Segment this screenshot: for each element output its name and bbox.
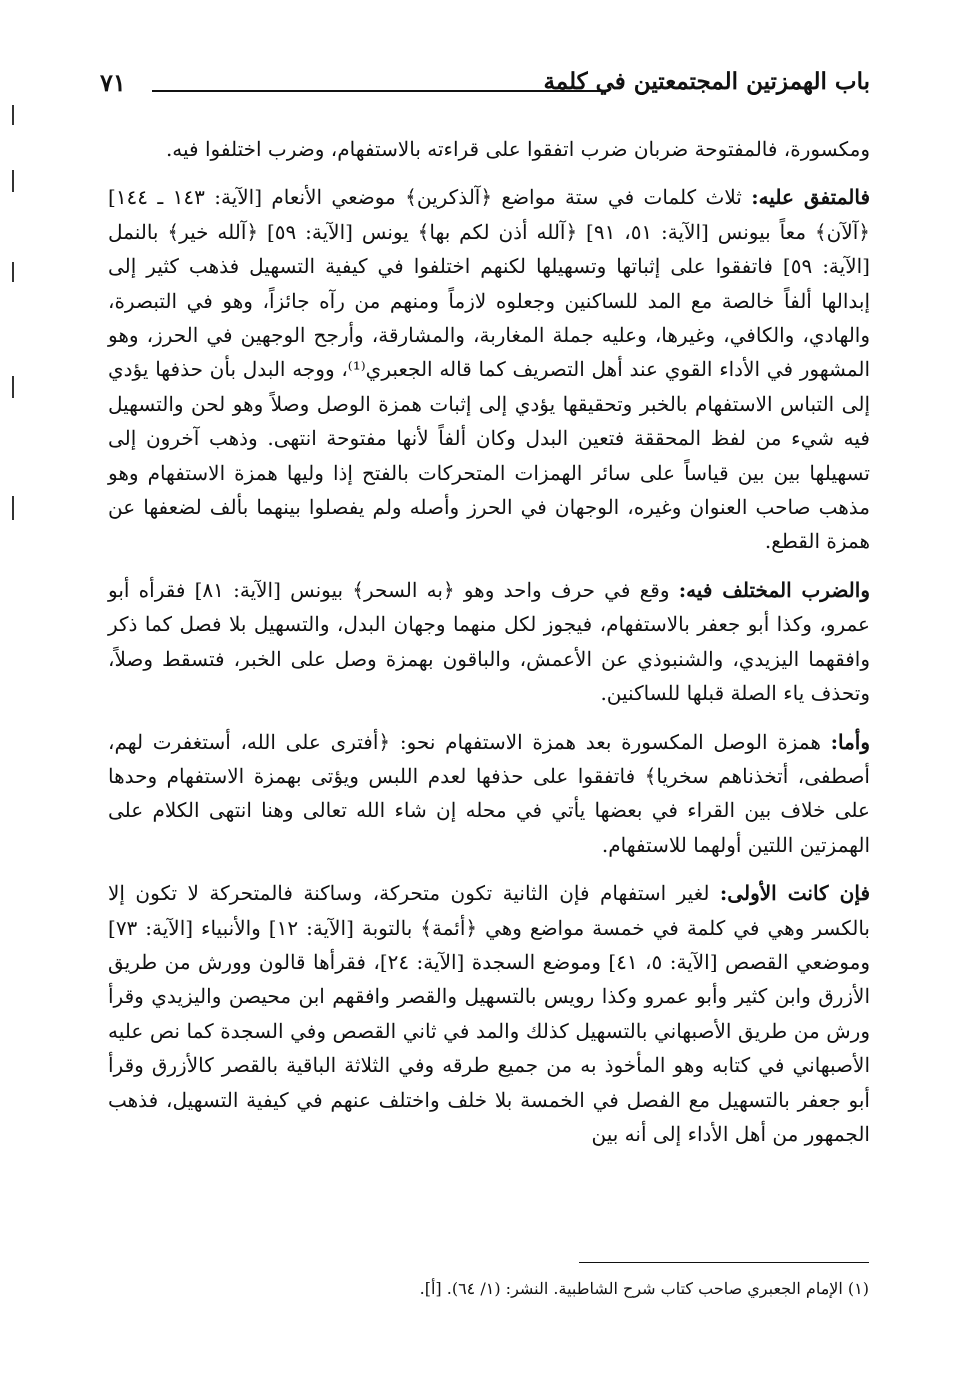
paragraph [108,876,870,1151]
margin-mark [12,376,14,398]
chapter-title: باب الهمزتين المجتمعتين في كلمة [543,68,870,95]
header-rule [152,90,608,92]
margin-mark [12,496,14,520]
paragraph [108,725,870,863]
body-text [108,132,870,1159]
paragraph-lead: وأما: [830,729,870,754]
footnote: (١) الإمام الجعبري صاحب كتاب شرح الشاطبية. النشر: (١/ ٦٤). [أ]. [419,1279,869,1298]
paragraph-text: همزة الوصل المكسورة بعد همزة الاستفهام نحو: ﴿أفترى على الله، أستغفرت لهم، أصطفى، أتخذناهم سخريا﴾ فاتفقوا على حذفها لعدم اللبس ويؤتى بهمزة الاستفهام وحدها على خلاف بين القراء في بعضها يأتي في محله إن شاء الله تعالى وهنا انتهى الكلام على الهمزتين اللتين أولهما للاستفهام. [108,729,870,857]
margin-mark [12,105,14,125]
paragraph-lead: فإن كانت الأولى: [719,881,870,906]
paragraph-lead: فالمتفق عليه: [751,185,871,210]
paragraph [108,573,870,711]
paragraph-text: ومكسورة، فالمفتوحة ضربان ضرب اتفقوا على قراءته بالاستفهام، وضرب اختلفوا فيه. [165,137,870,161]
paragraph-text: ثلاث كلمات في ستة مواضع ﴿آلذكرين﴾ موضعي الأنعام [الآية: ١٤٣ ـ ١٤٤] ﴿آلآن﴾ معاً بيونس [الآية: ٥١، ٩١] ﴿آلله أذن لكم بها﴾ يونس [الآية: ٥٩] ﴿آلله خير﴾ بالنمل [الآية: ٥٩] فاتفقوا على إثباتها وتسهيلها لكنهم اختلفوا في كيفية التسهيل فذهب كثير إلى إبدالها ألفاً خالصة مع المد للساكنين وجعلوه لازماً ومنهم من رآه جائزاً، وهو في التبصرة، والهادي، والكافي، وغيرها، وعليه جملة المغاربة، والمشارقة، وأرجح الوجهين في الحرز، وهو المشهور في الأداء القوي عند أهل التصريف كما قاله الجعبري⁽¹⁾، ووجه البدل بأن حذفها يؤدي إلى التباس الاستفهام بالخبر وتحقيقها يؤدي إلى إثبات همزة الوصل وصلاً وهو لحن والتسهيل فيه شيء من لفظ المحققة فتعين البدل وكان ألفاً لأنها مفتوحة انتهى. وذهب آخرون إلى تسهيلها بين بين قياساً على سائر الهمزات المتحركات بالفتح إذا وليها همزة الاستفهام وهو مذهب صاحب العنوان وغيره، الوجهان في الحرز وأصله ولم يفصلوا بينهما بألف لضعفها عن همزة القطع. [108,185,871,554]
page-number: ٧١ [100,68,126,97]
paragraph-text: وقع في حرف واحد وهو ﴿به السحر﴾ بيونس [الآية: ٨١] فقرأه أبو عمرو، وكذا أبو جعفر بالاستفهام، فيجوز لكل منهما وجهان البدل، والتسهيل بلا فصل كما ذكر وافقهما اليزيدي، والشنبوذي عن الأعمش، والباقون بهمزة وصل على الخبر، فتسقط وصلاً، وتحذف ياء الصلة قبلها للساكنين. [108,577,870,706]
running-header [100,62,870,102]
paragraph [108,132,870,166]
margin-mark [12,170,14,192]
paragraph-text: لغير استفهام فإن الثانية تكون متحركة، وساكنة فالمتحركة لا تكون إلا بالكسر وهي في كلمة في خمسة مواضع وهي ﴿أئمة﴾ بالتوبة [الآية: ١٢] والأنبياء [الآية: ٧٣] وموضعي القصص [الآية: ٥، ٤١] وموضع السجدة [الآية: ٢٤]، فقرأها قالون وورش من طريق الأزرق وابن كثير وأبو عمرو وكذا رويس بالتسهيل والقصر وافقهم ابن محيصن واليزيدي وقرأ ورش من طريق الأصبهاني بالتسهيل كذلك والمد في ثاني القصص وفي السجدة كما نص عليه الأصبهاني في كتابه وهو المأخوذ به من جميع طرقه وفي الثلاثة الباقية بالقصر كالأزرق وقرأ أبو جعفر بالتسهيل مع الفصل في الخمسة بلا خلف واختلف عنهم في كيفية التسهيل، فذهب الجمهور من أهل الأداء إلى أنه بين [108,881,871,1146]
margin-mark [12,262,14,282]
footnote-separator [579,1262,869,1263]
scan-margin-marks [12,0,22,1399]
paragraph [108,180,870,558]
paragraph-lead: والضرب المختلف فيه: [678,577,870,602]
